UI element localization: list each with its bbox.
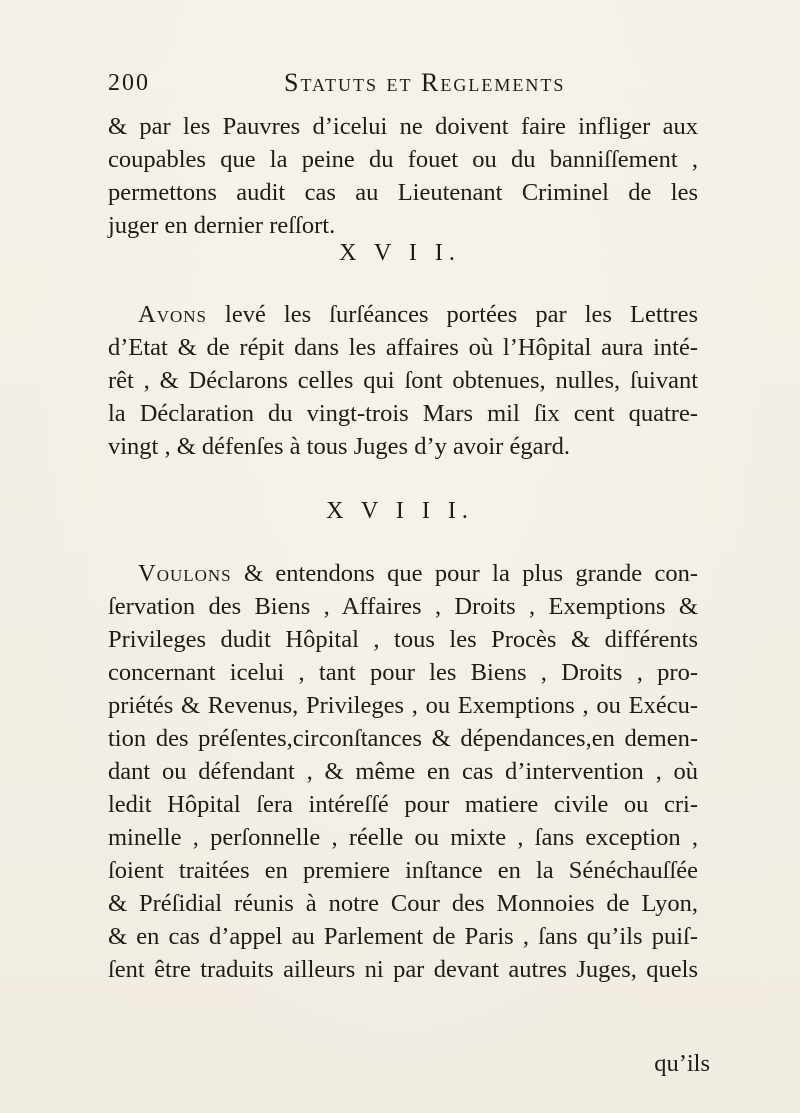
paragraph-article-17 bbox=[108, 298, 698, 463]
article-heading-17: X V I I. bbox=[339, 240, 461, 266]
catchword: qu’ils bbox=[654, 1050, 710, 1077]
lead-word: Avons bbox=[138, 301, 207, 328]
text-line: & par les Pauvres d’icelui ne doivent faire infliger aux bbox=[108, 113, 698, 140]
article-heading-18: X V I I I. bbox=[326, 498, 474, 524]
text-line: d’Etat & de répit dans les affaires où l’Hôpital aura inté- bbox=[108, 334, 698, 361]
text-line: juger en dernier reſſort. bbox=[108, 212, 336, 239]
text-line: tion des préſentes,circonſtances & dépendances,en demen- bbox=[108, 725, 698, 752]
text-line: minelle , perſonnelle , réelle ou mixte , ſans exception , bbox=[108, 824, 698, 851]
running-title: Statuts et Reglements bbox=[284, 68, 566, 97]
text-line: ſervation des Biens , Affaires , Droits , Exemptions & bbox=[108, 593, 698, 620]
paragraph-continuation bbox=[108, 110, 698, 242]
text-line: & en cas d’appel au Parlement de Paris , ſans qu’ils puiſ- bbox=[108, 923, 698, 950]
text-line bbox=[108, 557, 698, 590]
text-segment: & entendons que pour la plus grande con- bbox=[231, 560, 698, 587]
text-line: permettons audit cas au Lieutenant Criminel de les bbox=[108, 179, 698, 206]
text-line: dant ou défendant , & même en cas d’intervention , où bbox=[108, 758, 698, 785]
text-line: ſoient traitées en premiere inſtance en la Sénéchauſſée bbox=[108, 857, 698, 884]
text-line: coupables que la peine du fouet ou du banniſſement , bbox=[108, 146, 698, 173]
page-number: 200 bbox=[108, 70, 150, 96]
text-line: & Préſidial réunis à notre Cour des Monnoies de Lyon, bbox=[108, 890, 698, 917]
text-line: concernant icelui , tant pour les Biens , Droits , pro- bbox=[108, 659, 698, 686]
paragraph-article-18 bbox=[108, 557, 698, 986]
text-line: ledit Hôpital ſera intéreſſé pour matiere civile ou cri- bbox=[108, 791, 698, 818]
text-line: Privileges dudit Hôpital , tous les Procès & différents bbox=[108, 626, 698, 653]
text-line: la Déclaration du vingt-trois Mars mil ſix cent quatre- bbox=[108, 400, 698, 427]
text-segment: levé les ſurſéances portées par les Lettres bbox=[206, 301, 698, 328]
page-header bbox=[108, 68, 693, 108]
text-line: vingt , & défenſes à tous Juges d’y avoir égard. bbox=[108, 433, 570, 460]
lead-word: Voulons bbox=[138, 560, 232, 587]
text-line: rêt , & Déclarons celles qui ſont obtenues, nulles, ſuivant bbox=[108, 367, 698, 394]
text-line bbox=[108, 298, 698, 331]
text-line: ſent être traduits ailleurs ni par devant autres Juges, quels bbox=[108, 956, 698, 983]
text-line: priétés & Revenus, Privileges , ou Exemptions , ou Exécu- bbox=[108, 692, 698, 719]
